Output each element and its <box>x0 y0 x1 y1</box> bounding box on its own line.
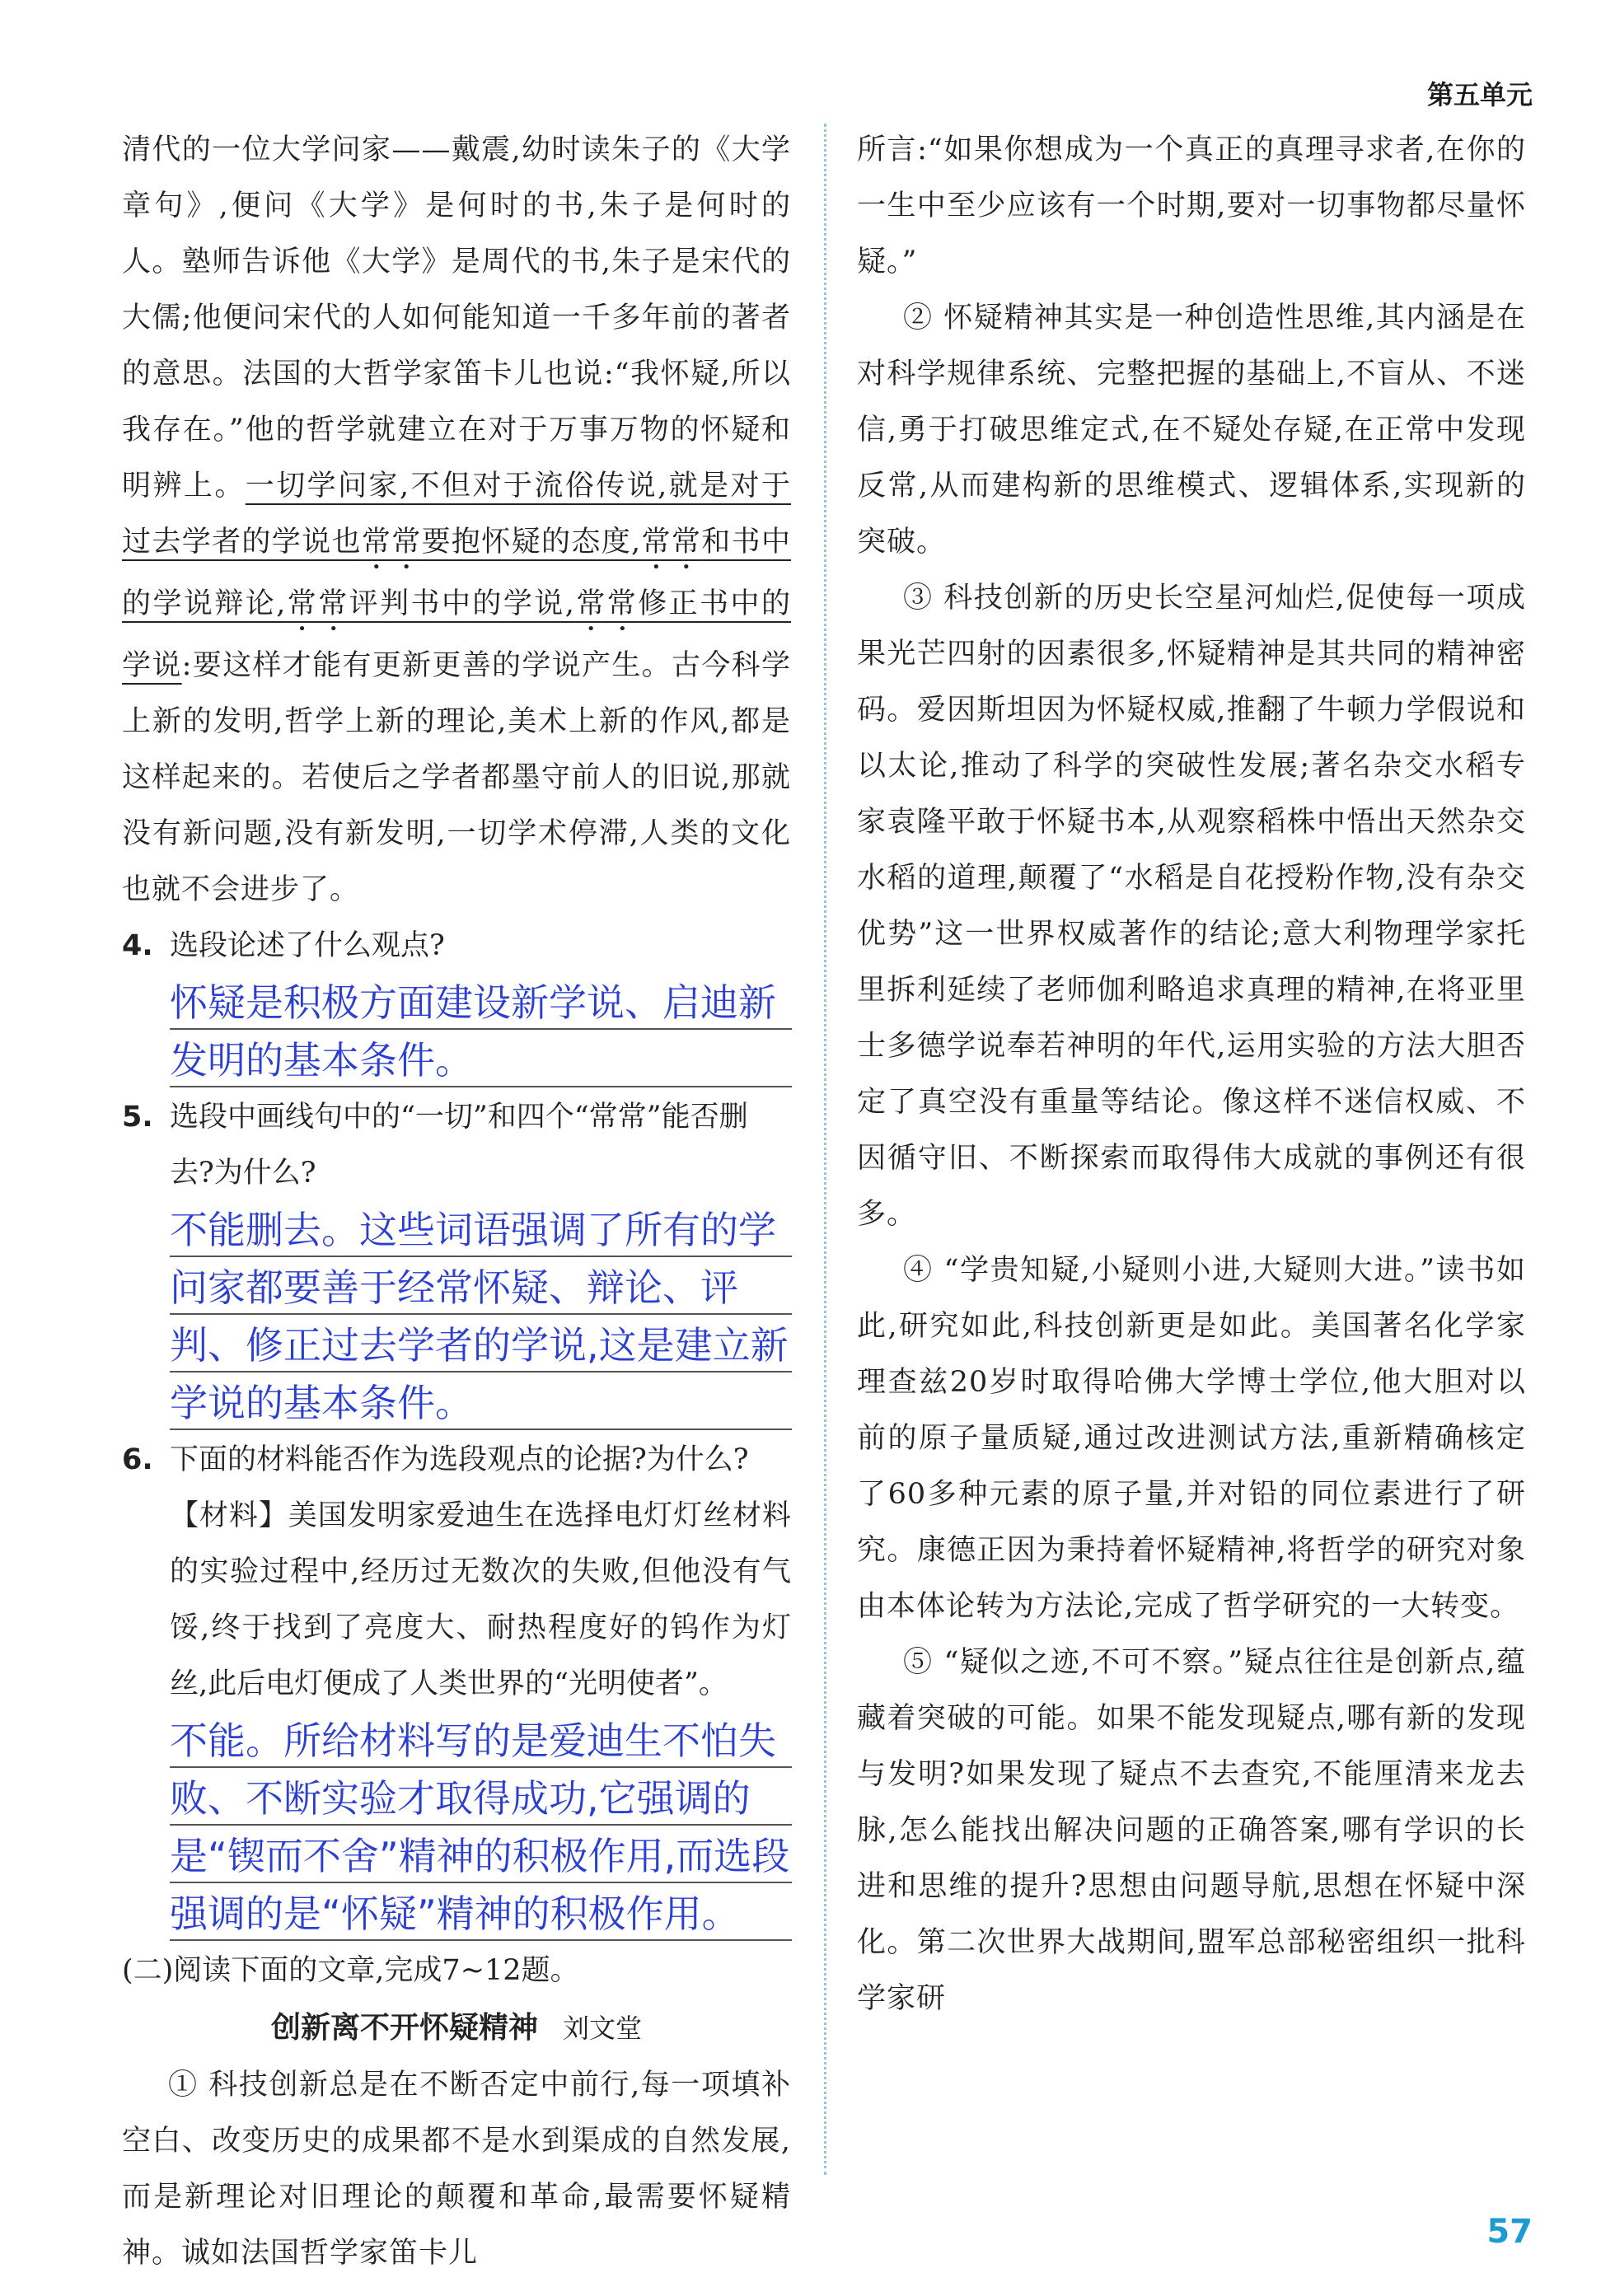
answer-5: 不能删去。这些词语强调了所有的学问家都要善于经常怀疑、辩论、评判、修正过去学者的学说,这是建立新学说的基本条件。 <box>170 1201 792 1432</box>
question-number: 4. <box>122 929 153 962</box>
article-paragraph-5: ⑤ “疑似之迹,不可不察。”疑点往往是创新点,蕴藏着突破的可能。如果不能发现疑点,哪有新的发现与发明?如果发现了疑点不去查究,不能厘清来龙去脉,怎么能找出解决问题的正确答案,哪有学识的长进和思维的提升?思想由问题导航,思想在怀疑中深化。第二次世界大战期间,盟军总部秘密组织一批科学家研 <box>857 1646 1526 2015</box>
question-text: 选段中画线句中的“一切”和四个“常常”能否删去?为什么? <box>170 1101 748 1190</box>
article-paragraph-2: ② 怀疑精神其实是一种创造性思维,其内涵是在对科学规律系统、完整把握的基础上,不盲从、不迷信,勇于打破思维定式,在不疑处存疑,在正常中发现反常,从而建构新的思维模式、逻辑体系,实现新的突破。 <box>857 302 1526 559</box>
article-paragraph-4: ④ “学贵知疑,小疑则小进,大疑则大进。”读书如此,研究如此,科技创新更是如此。美国著名化学家理查兹20岁时取得哈佛大学博士学位,他大胆对以前的原子量质疑,通过改进测试方法,重新精确核定了60多种元素的原子量,并对铅的同位素进行了研究。康德正因为秉持着怀疑精神,将哲学的研究对象由本体论转为方法论,完成了哲学研究的一大转变。 <box>857 1254 1526 1623</box>
underlined-text: 修正书中的学说 <box>122 587 791 682</box>
dotted-word: 常常 <box>361 526 422 559</box>
question-number: 6. <box>122 1443 153 1476</box>
material-block <box>170 1488 791 1712</box>
right-column <box>857 122 1526 2027</box>
section-heading: (二)阅读下面的文章,完成7~12题。 <box>122 1954 579 1987</box>
unit-title: 第五单元 <box>1426 79 1533 110</box>
dotted-word: 常常 <box>286 587 349 620</box>
excerpt-text: 清代的一位大学问家——戴震,幼时读朱子的《大学章句》,便问《大学》是何时的书,朱子是何时的人。塾师告诉他《大学》是周代的书,朱子是宋代的大儒;他便问宋代的人如何能知道一千多年前的著者的意思。法国的大哲学家笛卡儿也说:“我怀疑,所以我存在。”他的哲学就建立在对于万事万物的怀疑和明辨上。 <box>122 133 791 503</box>
left-column <box>122 122 791 2281</box>
question-text: 选段论述了什么观点? <box>170 929 445 962</box>
dotted-word: 常常 <box>641 526 702 559</box>
underlined-text: 一切学问家,不但对于流俗传说,就是对于过去学者的学说也 <box>122 470 791 559</box>
answer-4: 怀疑是积极方面建设新学说、启迪新发明的基本条件。 <box>170 974 792 1089</box>
underlined-text: 评判书中的学说, <box>349 587 575 620</box>
excerpt-text: :要这样才能有更新更善的学说产生。古今科学上新的发明,哲学上新的理论,美术上新的作风,都是这样起来的。若使后之学者都墨守前人的旧说,那就没有新问题,没有新发明,一切学术停滞,人类的文化也就不会进步了。 <box>122 649 791 906</box>
question-number: 5. <box>122 1101 153 1134</box>
excerpt-paragraph <box>122 122 791 918</box>
question-text: 下面的材料能否作为选段观点的论据?为什么? <box>170 1443 749 1476</box>
question-5 <box>122 1089 791 1201</box>
article-paragraph-3: ③ 科技创新的历史长空星河灿烂,促使每一项成果光芒四射的因素很多,怀疑精神是其共同的精神密码。爱因斯坦因为怀疑权威,推翻了牛顿力学假说和以太论,推动了科学的突破性发展;著名杂交水稻专家袁隆平敢于怀疑书本,从观察稻株中悟出天然杂交水稻的道理,颠覆了“水稻是自花授粉作物,没有杂交优势”这一世界权威著作的结论;意大利物理学家托里拆利延续了老师伽利略追求真理的精神,在将亚里士多德学说奉若神明的年代,运用实验的方法大胆否定了真空没有重量等结论。像这样不迷信权威、不因循守旧、不断探索而取得伟大成就的事例还有很多。 <box>857 582 1526 1231</box>
question-6 <box>122 1432 791 1488</box>
article-author: 刘文堂 <box>563 2013 643 2044</box>
article-title <box>122 1999 791 2057</box>
article-paragraph-1: ① 科技创新总是在不断否定中前行,每一项填补空白、改变历史的成果都不是水到渠成的自然发展,而是新理论对旧理论的颠覆和革命,最需要怀疑精神。诚如法国哲学家笛卡儿 <box>122 2069 791 2270</box>
page-number: 57 <box>1486 2213 1533 2251</box>
underlined-text: 和书中的学说辩论, <box>122 526 791 620</box>
answer-6: 不能。所给材料写的是爱迪生不怕失败、不断实验才取得成功,它强调的是“锲而不舍”精神的积极作用,而选段强调的是“怀疑”精神的积极作用。 <box>170 1712 792 1943</box>
material-text: 美国发明家爱迪生在选择电灯灯丝材料的实验过程中,经历过无数次的失败,但他没有气馁,终于找到了亮度大、耐热程度好的钨作为灯丝,此后电灯便成了人类世界的“光明使者”。 <box>170 1499 791 1700</box>
article-title-text: 创新离不开怀疑精神 <box>270 2010 538 2045</box>
material-label: 【材料】 <box>170 1499 288 1532</box>
underlined-text: 要抱怀疑的态度, <box>421 526 642 559</box>
column-divider <box>824 124 826 2175</box>
dotted-word: 常常 <box>574 587 639 620</box>
article-paragraph-1-continued: 所言:“如果你想成为一个真正的真理寻求者,在你的一生中至少应该有一个时期,要对一切事物都尽量怀疑。” <box>857 133 1526 278</box>
question-4 <box>122 918 791 974</box>
